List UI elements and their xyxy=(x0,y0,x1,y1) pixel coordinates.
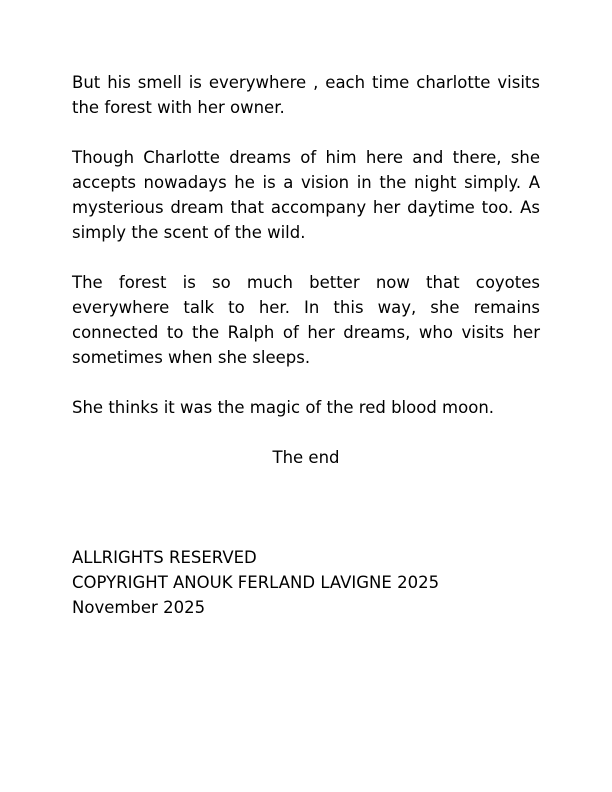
document-page xyxy=(72,70,540,620)
rights-reserved-line: ALLRIGHTS RESERVED xyxy=(72,548,257,567)
paragraph-dreams: Though Charlotte dreams of him here and there, she accepts nowadays he is a vision in the night simply. A mysterious dream that accompany her daytime too. As simply the scent of the wild. xyxy=(72,148,540,242)
paragraph-smell: But his smell is everywhere , each time charlotte visits the forest with her owner. xyxy=(72,73,540,117)
paragraph-forest: The forest is so much better now that coyotes everywhere talk to her. In this way, she remains connected to the Ralph of her dreams, who visits her sometimes when she sleeps. xyxy=(72,273,540,367)
date-line: November 2025 xyxy=(72,598,206,617)
copyright-footer xyxy=(72,545,540,620)
section-spacer xyxy=(72,470,540,545)
copyright-line: COPYRIGHT ANOUK FERLAND LAVIGNE 2025 xyxy=(72,573,440,592)
paragraph-moon: She thinks it was the magic of the red blood moon. xyxy=(72,398,495,417)
the-end-text: The end xyxy=(272,448,340,467)
